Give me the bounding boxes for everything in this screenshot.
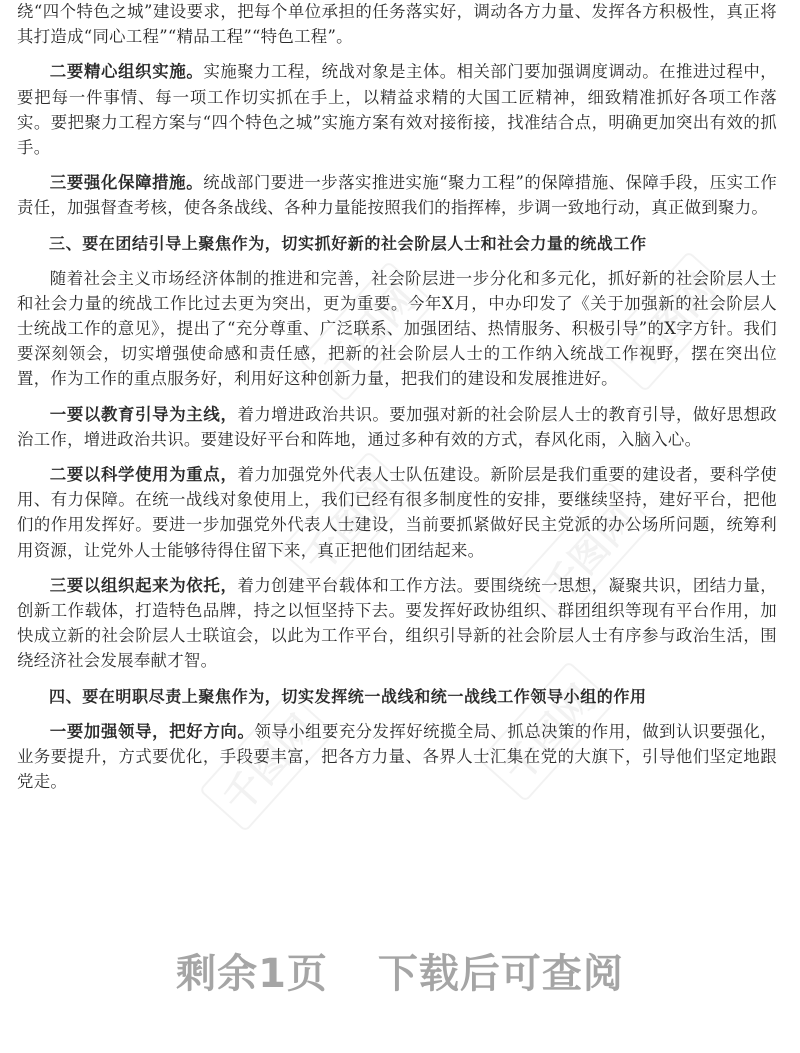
paragraph-point bbox=[17, 59, 777, 160]
paragraph-text: 随着社会主义市场经济体制的推进和完善，社会阶层进一步分化和多元化，抓好新的社会阶层人士和社会力量的统战工作比过去更为突出，更为重要。今年X月，中办印发了《关于加强新的社会阶层人士统战工作的意见》，提出了“充分尊重、广泛联系、加强团结、热情服务、积极引导”的X字方针。我们要深刻领会，切实增强使命感和责任感，把新的社会阶层人士的工作纳入统战工作视野，摆在突出位置，作为工作的重点服务好，利用好这种创新力量，把我们的建设和发展推进好。 bbox=[17, 268, 777, 389]
paragraph-text: 绕“四个特色之城”建设要求，把每个单位承担的任务落实好，调动各方力量、发挥各方积极性，真正将其打造成“同心工程”“精品工程”“特色工程”。 bbox=[17, 2, 777, 47]
paragraph-text: 统战部门要进一步落实推进实施“聚力工程”的保障措施、保障手段，压实工作责任，加强督查考核，使各条战线、各种力量能按照我们的指挥棒，步调一致地行动，真正做到聚力。 bbox=[17, 173, 778, 218]
download-to-view-label: 下载后可查阅 bbox=[377, 951, 624, 997]
paragraph-point bbox=[17, 573, 777, 674]
watermark: 千图网 bbox=[279, 451, 415, 593]
document-page bbox=[17, 0, 777, 804]
paragraph-text: 实施聚力工程，统战对象是主体。相关部门要加强调度调动。在推进过程中，要把每一件事情、每一项工作切实抓在手上，以精益求精的大国工匠精神，细致精准抓好各项工作落实。要把聚力工程方案与“四个特色之城”实施方案有效对接衔接，找准结合点，明确更加突出有效的抓手。 bbox=[17, 62, 778, 158]
paragraph-lead: 二要以科学使用为重点， bbox=[49, 465, 238, 485]
watermark: 千图网 bbox=[599, 251, 735, 393]
watermark: 千图网 bbox=[519, 481, 655, 623]
watermark: 千图网 bbox=[199, 691, 335, 833]
paragraph-point bbox=[17, 402, 777, 452]
paragraph-text: 着力创建平台载体和工作方法。要围绕统一思想，凝聚共识，团结力量，创新工作载体，打造特色品牌，持之以恒坚持下去。要发挥好政协组织、群团组织等现有平台作用，加快成立新的社会阶层人士联谊会，以此为工作平台，组织引导新的社会阶层人士有序参与政治生活，围绕经济社会发展奉献才智。 bbox=[17, 575, 777, 671]
paragraph-point bbox=[17, 170, 777, 220]
download-prompt-banner[interactable] bbox=[0, 942, 800, 1002]
paragraph-lead: 二要精心组织实施。 bbox=[49, 62, 204, 82]
paragraph-lead: 三要以组织起来为依托， bbox=[49, 575, 238, 595]
paragraph-continuation bbox=[17, 0, 777, 49]
paragraph-lead: 三要强化保障措施。 bbox=[49, 173, 204, 193]
paragraph-body bbox=[17, 266, 777, 392]
paragraph-point bbox=[17, 719, 777, 795]
paragraph-text: 着力加强党外代表人士队伍建设。新阶层是我们重要的建设者，要科学使用、有力保障。在统一战线对象使用上，我们已经有很多制度性的安排，要继续坚持，建好平台，把他们的作用发挥好。要进一步加强党外代表人士建设，当前要抓紧做好民主党派的办公场所问题，统筹利用资源，让党外人士能够待得住留下来，真正把他们团结起来。 bbox=[17, 465, 777, 560]
paragraph-lead: 一要加强领导，把好方向。 bbox=[49, 721, 255, 741]
remaining-pages-label: 剩余1页 bbox=[176, 951, 328, 997]
paragraph-text: 领导小组要充分发挥好统揽全局、抓总决策的作用，做到认识要强化，业务要提升，方式要优化，手段要丰富，把各方力量、各界人士汇集在党的大旗下，引导他们坚定地跟党走。 bbox=[17, 721, 777, 792]
paragraph-lead: 一要以教育引导为主线， bbox=[49, 404, 238, 424]
watermark: 千图网 bbox=[299, 261, 435, 403]
paragraph-point bbox=[17, 462, 777, 563]
section-heading: 四、要在明职尽责上聚焦作为，切实发挥统一战线和统一战线工作领导小组的作用 bbox=[49, 686, 647, 706]
watermark: 千图网 bbox=[479, 661, 615, 803]
section-heading: 三、要在团结引导上聚焦作为，切实抓好新的社会阶层人士和社会力量的统战工作 bbox=[49, 233, 647, 253]
paragraph-text: 着力增进政治共识。要加强对新的社会阶层人士的教育引导，做好思想政治工作，增进政治共识。要建设好平台和阵地，通过多种有效的方式，春风化雨，入脑入心。 bbox=[17, 404, 777, 449]
